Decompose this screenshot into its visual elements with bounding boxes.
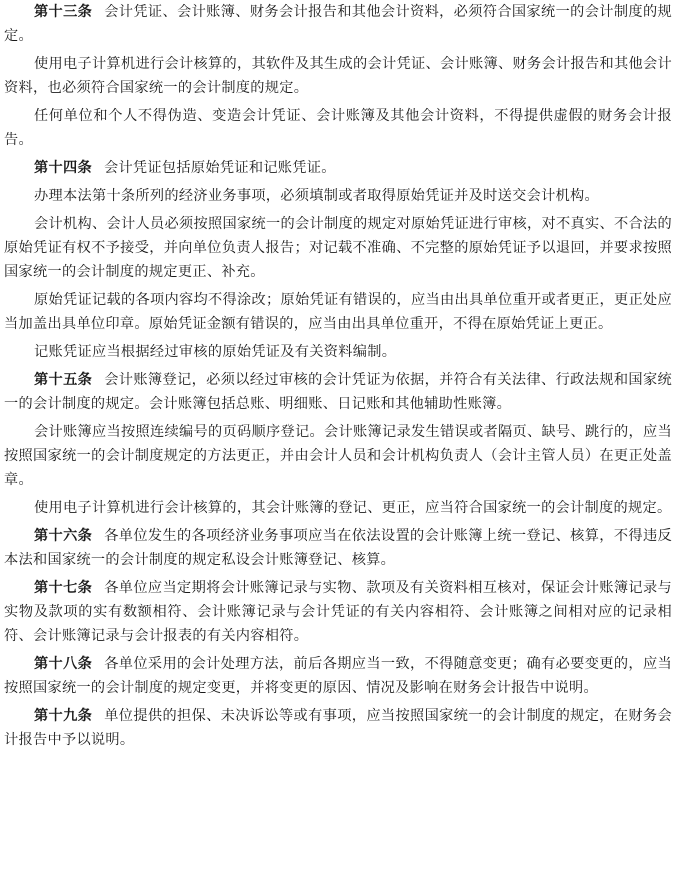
paragraph-text: 记账凭证应当根据经过审核的原始凭证及有关资料编制。	[34, 344, 397, 360]
paragraph-text: 办理本法第十条所列的经济业务事项，必须填制或者取得原始凭证并及时送交会计机构。	[34, 188, 600, 204]
paragraph-text: 会计凭证、会计账簿、财务会计报告和其他会计资料，必须符合国家统一的会计制度的规定。	[4, 4, 673, 44]
paragraph-text: 各单位应当定期将会计账簿记录与实物、款项及有关资料相互核对，保证会计账簿记录与实物及款项的实有数额相符、会计账簿记录与会计凭证的有关内容相符、会计账簿之间相对应的记录相符、会计账簿记录与会计报表的有关内容相符。	[4, 580, 673, 644]
article-number: 第十九条	[34, 708, 93, 724]
paragraph-article-15	[4, 368, 672, 416]
article-number: 第十四条	[34, 160, 92, 176]
paragraph-text: 各单位采用的会计处理方法，前后各期应当一致，不得随意变更；确有必要变更的，应当按照国家统一的会计制度的规定变更，并将变更的原因、情况及影响在财务会计报告中说明。	[4, 656, 673, 696]
paragraph	[4, 288, 672, 336]
paragraph-text: 使用电子计算机进行会计核算的，其软件及其生成的会计凭证、会计账簿、财务会计报告和其他会计资料，也必须符合国家统一的会计制度的规定。	[4, 56, 672, 96]
paragraph-text: 会计账簿应当按照连续编号的页码顺序登记。会计账簿记录发生错误或者隔页、缺号、跳行的，应当按照国家统一的会计制度规定的方法更正，并由会计人员和会计机构负责人（会计主管人员）在更正处盖章。	[4, 424, 672, 488]
paragraph-text: 会计机构、会计人员必须按照国家统一的会计制度的规定对原始凭证进行审核，对不真实、不合法的原始凭证有权不予接受，并向单位负责人报告；对记载不准确、不完整的原始凭证予以退回，并要求按照国家统一的会计制度的规定更正、补充。	[4, 216, 672, 280]
paragraph	[4, 420, 672, 492]
paragraph-article-17	[4, 576, 672, 648]
article-number: 第十七条	[34, 580, 93, 596]
paragraph-article-13	[4, 0, 672, 48]
paragraph-article-16	[4, 524, 672, 572]
article-number: 第十八条	[34, 656, 93, 672]
paragraph-text: 任何单位和个人不得伪造、变造会计凭证、会计账簿及其他会计资料，不得提供虚假的财务会计报告。	[4, 108, 672, 148]
paragraph	[4, 340, 672, 364]
paragraph-article-19	[4, 704, 672, 752]
paragraph	[4, 104, 672, 152]
paragraph-text: 各单位发生的各项经济业务事项应当在依法设置的会计账簿上统一登记、核算，不得违反本法和国家统一的会计制度的规定私设会计账簿登记、核算。	[4, 528, 673, 568]
paragraph-text: 单位提供的担保、未决诉讼等或有事项，应当按照国家统一的会计制度的规定，在财务会计报告中予以说明。	[4, 708, 673, 748]
paragraph-text: 会计账簿登记，必须以经过审核的会计凭证为依据，并符合有关法律、行政法规和国家统一的会计制度的规定。会计账簿包括总账、明细账、日记账和其他辅助性账簿。	[4, 372, 673, 412]
paragraph	[4, 184, 672, 208]
paragraph-text: 会计凭证包括原始凭证和记账凭证。	[103, 160, 336, 176]
paragraph-article-14	[4, 156, 672, 180]
paragraph	[4, 212, 672, 284]
article-number: 第十三条	[34, 4, 93, 20]
paragraph-text: 原始凭证记载的各项内容均不得涂改；原始凭证有错误的，应当由出具单位重开或者更正，更正处应当加盖出具单位印章。原始凭证金额有错误的，应当由出具单位重开，不得在原始凭证上更正。	[4, 292, 672, 332]
paragraph	[4, 496, 672, 520]
article-number: 第十六条	[34, 528, 93, 544]
paragraph	[4, 52, 672, 100]
paragraph-article-18	[4, 652, 672, 700]
article-number: 第十五条	[34, 372, 93, 388]
paragraph-text: 使用电子计算机进行会计核算的，其会计账簿的登记、更正，应当符合国家统一的会计制度的规定。	[34, 500, 672, 516]
